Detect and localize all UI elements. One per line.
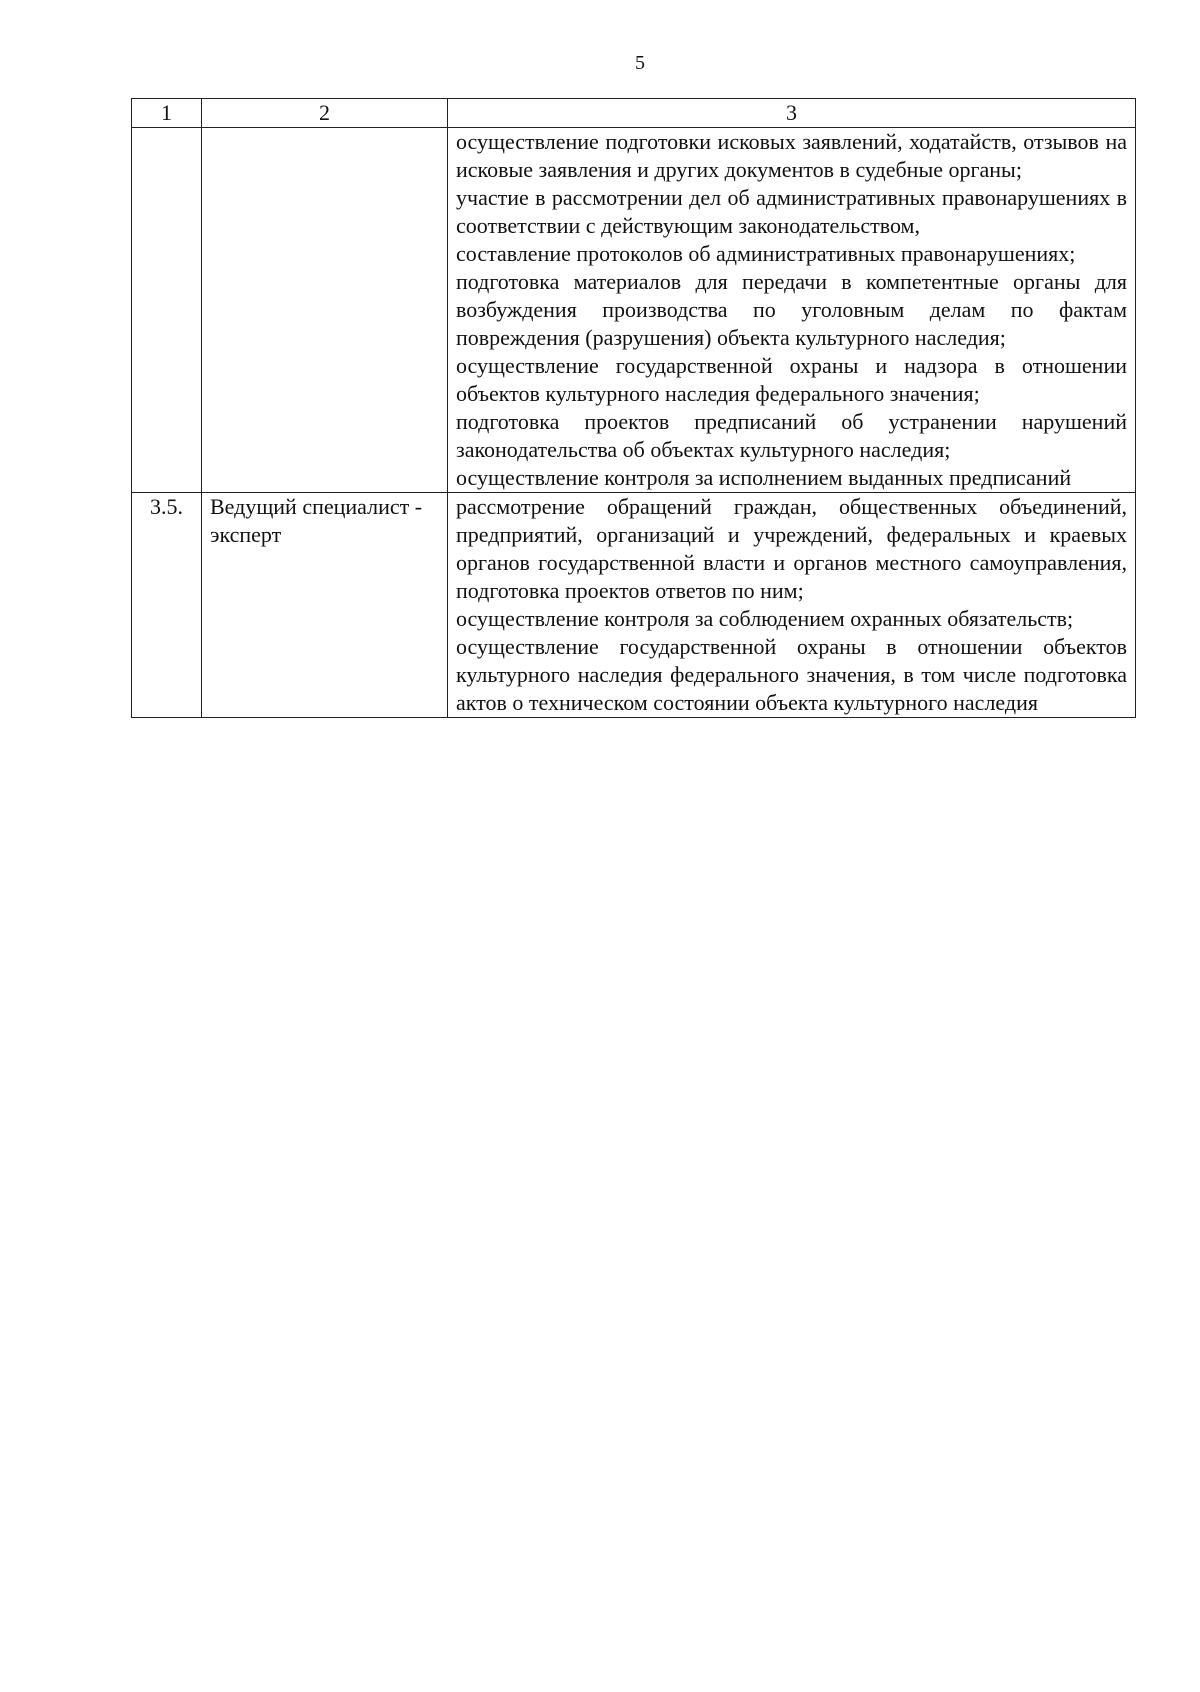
page-number: 5 <box>635 52 645 74</box>
duty-item: осуществление подготовки исковых заявлений, ходатайств, отзывов на исковые заявления и других документов в судебные органы; <box>456 129 1127 182</box>
duty-item: осуществление контроля за исполнением выданных предписаний <box>456 465 1072 490</box>
duty-item: осуществление государственной охраны и надзора в отношении объектов культурного наследия федерального значения; <box>456 353 1127 406</box>
table-header-row <box>132 99 1136 128</box>
duty-item: составление протоколов об административных правонарушениях; <box>456 241 1076 266</box>
duty-item: рассмотрение обращений граждан, общественных объединений, предприятий, организаций и учреждений, федеральных и краевых органов государственной власти и органов местного самоуправления, подготовка проектов ответов по ним; <box>456 494 1127 603</box>
duties-table <box>131 98 1136 718</box>
column-number-1: 1 <box>132 99 202 128</box>
row-number <box>132 128 202 493</box>
column-number-3: 3 <box>448 99 1136 128</box>
position-title <box>202 128 448 493</box>
table-row <box>132 128 1136 493</box>
duties-list <box>448 128 1136 493</box>
column-number-2: 2 <box>202 99 448 128</box>
table-row <box>132 493 1136 718</box>
duty-item: подготовка материалов для передачи в компетентные органы для возбуждения производства по уголовным делам по фактам повреждения (разрушения) объекта культурного наследия; <box>456 269 1127 350</box>
duty-item: осуществление государственной охраны в отношении объектов культурного наследия федерального значения, в том числе подготовка актов о техническом состоянии объекта культурного наследия <box>456 634 1127 715</box>
duty-item: подготовка проектов предписаний об устранении нарушений законодательства об объектах культурного наследия; <box>456 409 1127 462</box>
duties-list <box>448 493 1136 718</box>
duty-item: осуществление контроля за соблюдением охранных обязательств; <box>456 606 1074 631</box>
duty-item: участие в рассмотрении дел об административных правонарушениях в соответствии с действующим законодательством, <box>456 185 1127 238</box>
position-title: Ведущий специалист - эксперт <box>202 493 448 718</box>
row-number: 3.5. <box>132 493 202 718</box>
